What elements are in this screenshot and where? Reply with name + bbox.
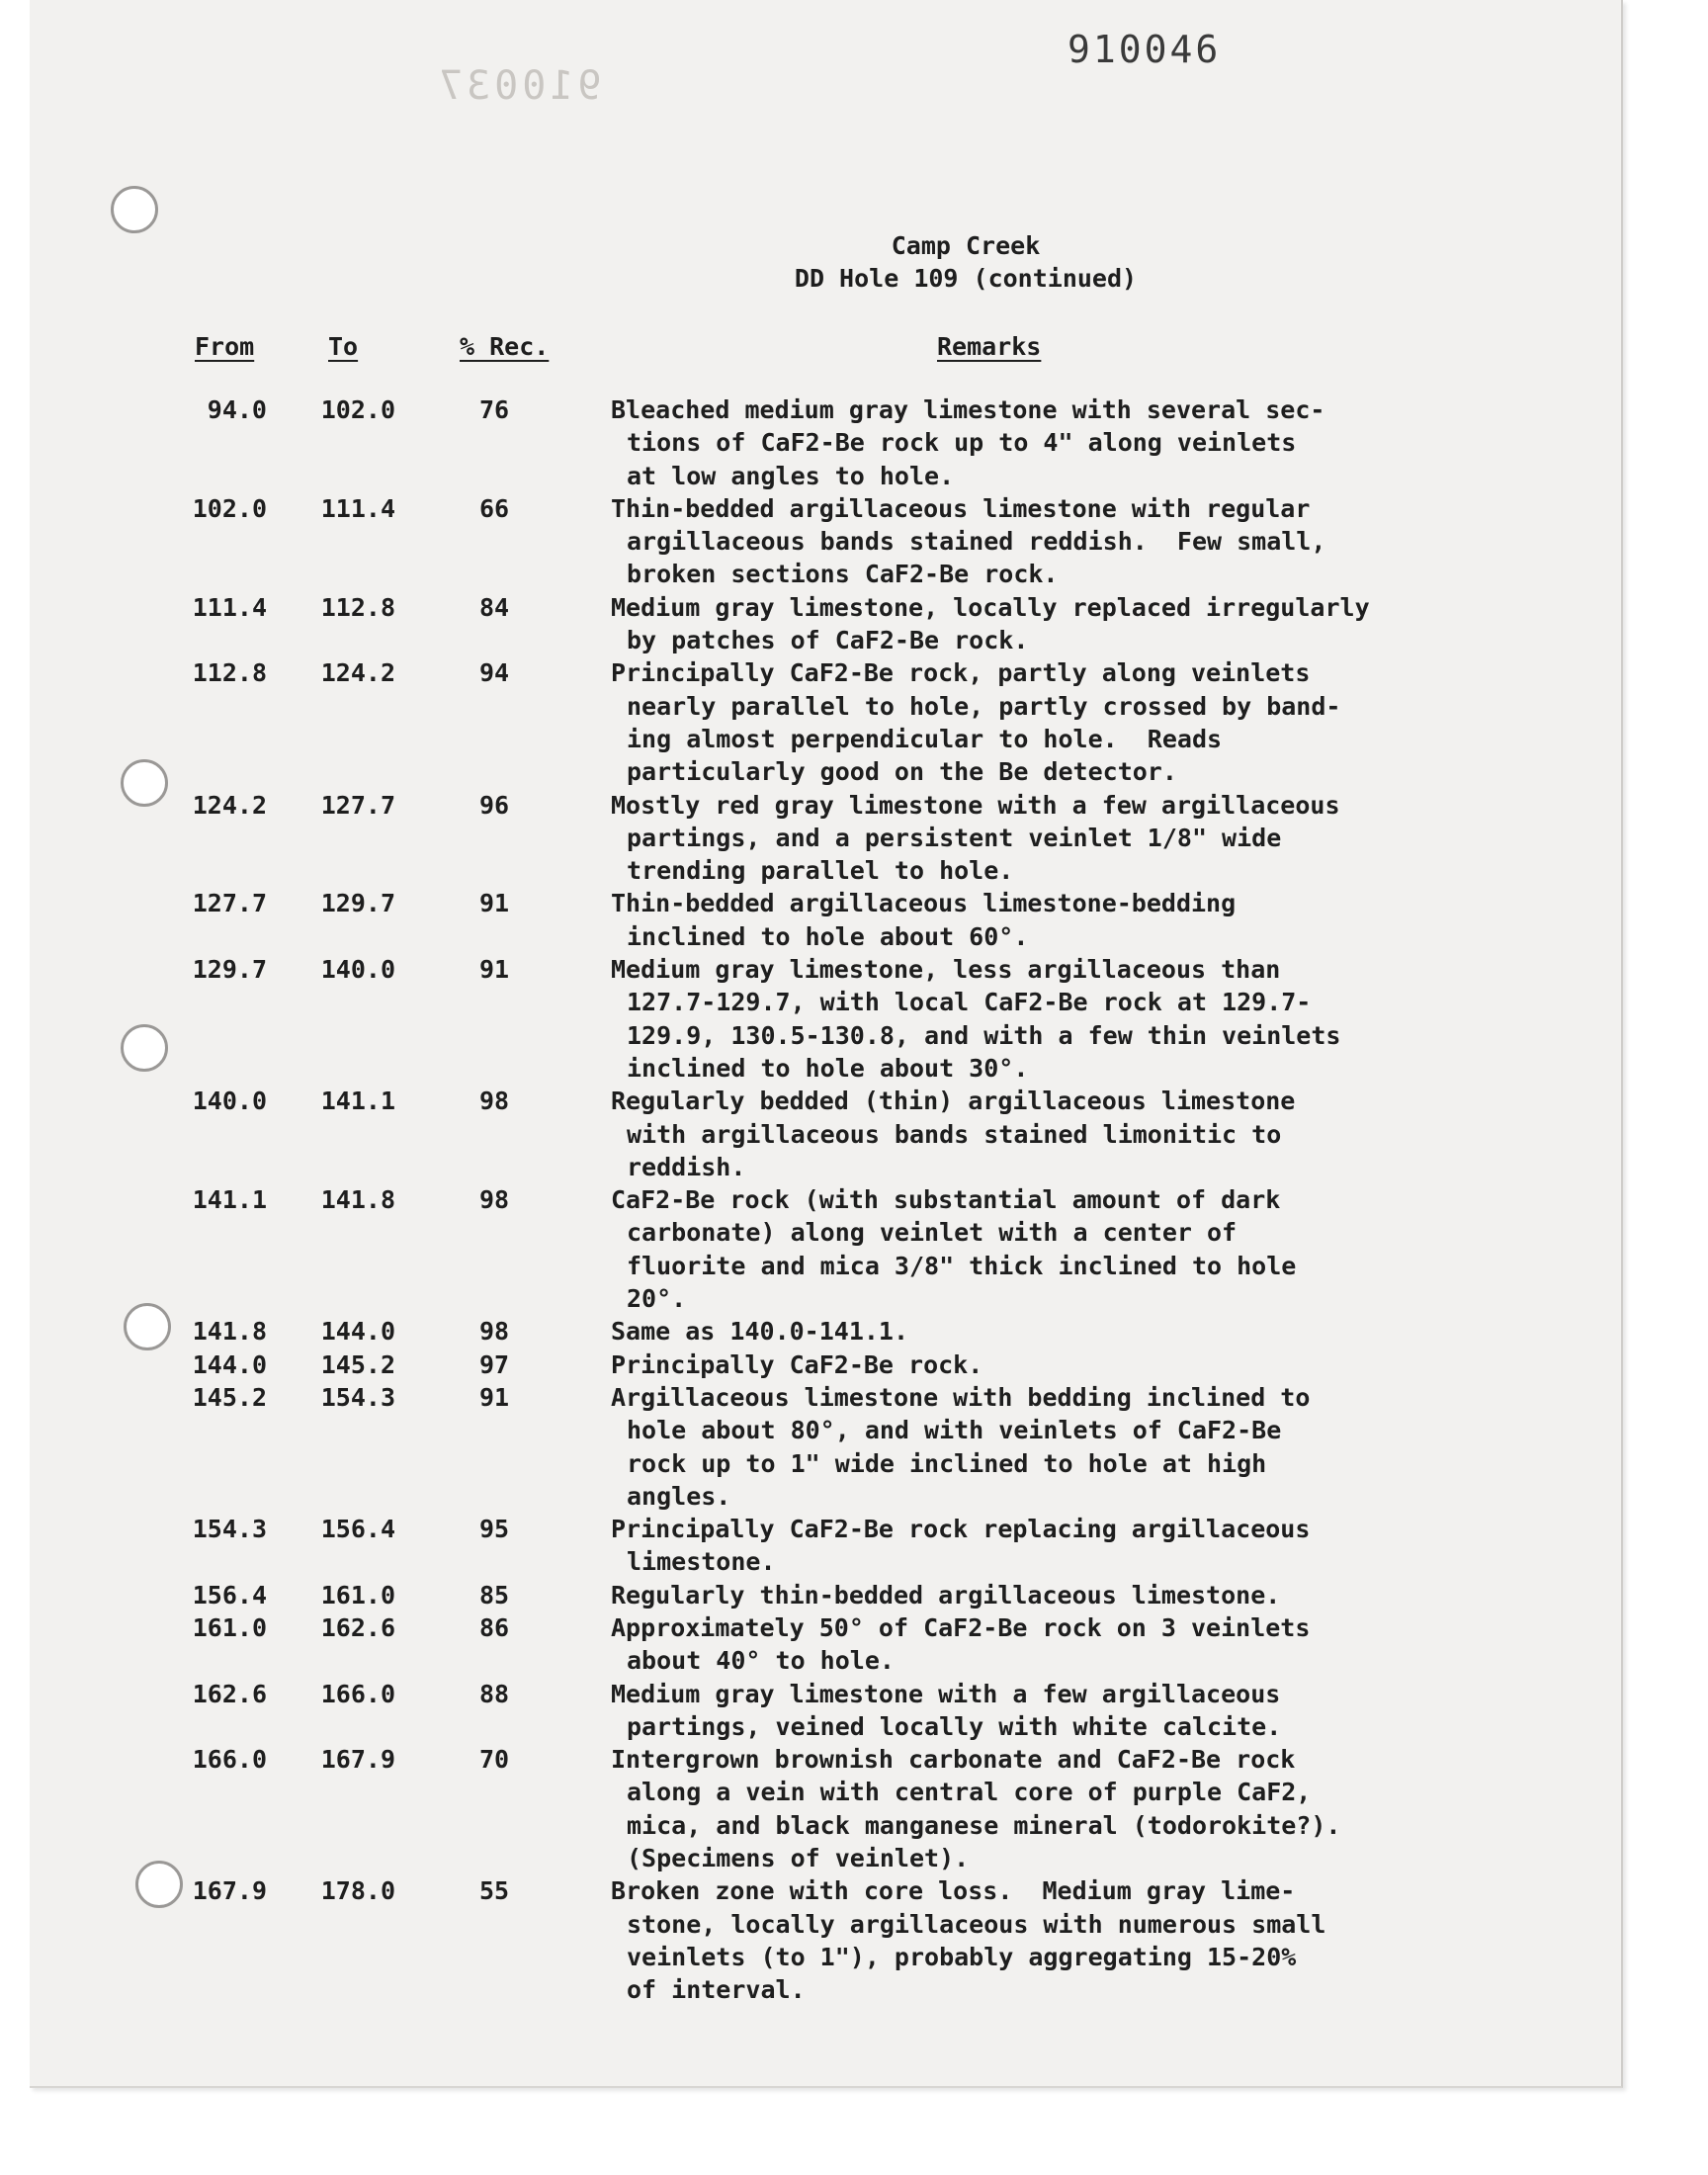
percent-recovery: 94 bbox=[478, 658, 510, 688]
to-depth: 141.8 bbox=[320, 1185, 395, 1215]
remarks-line: Thin-bedded argillaceous limestone with regular bbox=[611, 493, 1311, 523]
remarks-line: reddish. bbox=[627, 1152, 746, 1181]
percent-recovery: 91 bbox=[478, 889, 510, 918]
to-depth: 166.0 bbox=[320, 1679, 395, 1708]
remarks-line: veinlets (to 1"), probably aggregating 15-20% bbox=[627, 1942, 1297, 1971]
to-depth: 127.7 bbox=[320, 790, 395, 820]
from-depth: 94.0 bbox=[207, 395, 267, 424]
remarks-line: Principally CaF2-Be rock replacing argillaceous bbox=[611, 1515, 1311, 1544]
table-row bbox=[30, 1381, 1621, 1513]
remarks-cell bbox=[611, 1381, 1500, 1513]
remarks-cell bbox=[611, 1513, 1500, 1579]
from-depth: 145.2 bbox=[192, 1382, 267, 1412]
remarks-line: 127.7-129.7, with local CaF2-Be rock at 129.7- bbox=[627, 988, 1312, 1017]
remarks-line: argillaceous bands stained reddish. Few small, bbox=[627, 527, 1326, 557]
percent-recovery: 88 bbox=[478, 1679, 510, 1708]
remarks-line: partings, veined locally with white calcite. bbox=[627, 1711, 1282, 1741]
table-row bbox=[30, 1513, 1621, 1579]
remarks-line: Bleached medium gray limestone with several sec- bbox=[611, 395, 1325, 424]
to-depth: 156.4 bbox=[320, 1515, 395, 1544]
remarks-line: Same as 140.0-141.1. bbox=[611, 1317, 909, 1347]
remarks-line: Mostly red gray limestone with a few argillaceous bbox=[611, 790, 1340, 820]
remarks-line: Principally CaF2-Be rock, partly along veinlets bbox=[611, 658, 1311, 688]
remarks-line: particularly good on the Be detector. bbox=[627, 757, 1177, 787]
table-row bbox=[30, 1874, 1621, 2006]
remarks-cell bbox=[611, 1348, 1500, 1381]
bleed-through-number: 910037 bbox=[435, 63, 602, 109]
remarks-cell bbox=[611, 1678, 1500, 1744]
remarks-line: carbonate) along veinlet with a center of bbox=[627, 1218, 1238, 1248]
column-header-remarks: Remarks bbox=[937, 332, 1042, 361]
to-depth: 140.0 bbox=[320, 955, 395, 985]
remarks-line: Argillaceous limestone with bedding inclined to bbox=[611, 1382, 1311, 1412]
from-depth: 162.6 bbox=[192, 1679, 267, 1708]
remarks-cell bbox=[611, 1579, 1500, 1611]
remarks-line: inclined to hole about 30°. bbox=[627, 1053, 1029, 1083]
to-depth: 129.7 bbox=[320, 889, 395, 918]
remarks-line: broken sections CaF2-Be rock. bbox=[627, 560, 1059, 589]
remarks-line: rock up to 1" wide inclined to hole at high bbox=[627, 1448, 1267, 1478]
remarks-line: Thin-bedded argillaceous limestone-bedding bbox=[611, 889, 1237, 918]
remarks-line: Medium gray limestone with a few argillaceous bbox=[611, 1679, 1281, 1708]
percent-recovery: 98 bbox=[478, 1185, 510, 1215]
remarks-cell bbox=[611, 1874, 1500, 2006]
table-row bbox=[30, 1085, 1621, 1183]
remarks-line: trending parallel to hole. bbox=[627, 856, 1014, 886]
percent-recovery: 98 bbox=[478, 1317, 510, 1347]
to-depth: 145.2 bbox=[320, 1349, 395, 1379]
to-depth: 154.3 bbox=[320, 1382, 395, 1412]
remarks-cell bbox=[611, 887, 1500, 953]
remarks-line: nearly parallel to hole, partly crossed by band- bbox=[627, 691, 1341, 721]
remarks-line: (Specimens of veinlet). bbox=[627, 1844, 970, 1873]
remarks-cell bbox=[611, 656, 1500, 788]
percent-recovery: 76 bbox=[478, 395, 510, 424]
remarks-line: limestone. bbox=[627, 1547, 776, 1577]
document-page bbox=[30, 0, 1623, 2088]
remarks-line: of interval. bbox=[627, 1975, 806, 2005]
from-depth: 129.7 bbox=[192, 955, 267, 985]
table-row bbox=[30, 656, 1621, 788]
document-title: Camp Creek bbox=[891, 231, 1041, 260]
document-number: 910046 bbox=[1068, 28, 1222, 71]
remarks-line: along a vein with central core of purple CaF2, bbox=[627, 1778, 1312, 1807]
percent-recovery: 70 bbox=[478, 1745, 510, 1775]
column-header-to: To bbox=[328, 332, 359, 361]
remarks-line: fluorite and mica 3/8" thick inclined to hole bbox=[627, 1251, 1297, 1280]
remarks-line: Approximately 50° of CaF2-Be rock on 3 veinlets bbox=[611, 1612, 1311, 1642]
remarks-line: angles. bbox=[627, 1481, 731, 1511]
remarks-cell bbox=[611, 953, 1500, 1085]
percent-recovery: 84 bbox=[478, 592, 510, 622]
to-depth: 124.2 bbox=[320, 658, 395, 688]
remarks-line: Medium gray limestone, locally replaced irregularly bbox=[611, 592, 1370, 622]
remarks-cell bbox=[611, 393, 1500, 492]
remarks-cell bbox=[611, 1085, 1500, 1183]
table-row bbox=[30, 1678, 1621, 1744]
remarks-line: Intergrown brownish carbonate and CaF2-Be rock bbox=[611, 1745, 1296, 1775]
to-depth: 162.6 bbox=[320, 1612, 395, 1642]
from-depth: 124.2 bbox=[192, 790, 267, 820]
from-depth: 156.4 bbox=[192, 1580, 267, 1610]
remarks-line: ing almost perpendicular to hole. Reads bbox=[627, 724, 1223, 753]
remarks-line: by patches of CaF2-Be rock. bbox=[627, 626, 1029, 655]
remarks-cell bbox=[611, 591, 1500, 657]
to-depth: 141.1 bbox=[320, 1087, 395, 1116]
remarks-line: at low angles to hole. bbox=[627, 461, 955, 490]
table-row bbox=[30, 591, 1621, 657]
from-depth: 166.0 bbox=[192, 1745, 267, 1775]
percent-recovery: 95 bbox=[478, 1515, 510, 1544]
to-depth: 111.4 bbox=[320, 493, 395, 523]
percent-recovery: 66 bbox=[478, 493, 510, 523]
percent-recovery: 85 bbox=[478, 1580, 510, 1610]
remarks-line: inclined to hole about 60°. bbox=[627, 921, 1029, 951]
from-depth: 161.0 bbox=[192, 1612, 267, 1642]
remarks-line: with argillaceous bands stained limonitic to bbox=[627, 1119, 1282, 1149]
from-depth: 112.8 bbox=[192, 658, 267, 688]
remarks-line: hole about 80°, and with veinlets of CaF2-Be bbox=[627, 1416, 1282, 1445]
remarks-line: mica, and black manganese mineral (todorokite?). bbox=[627, 1810, 1341, 1840]
table-row bbox=[30, 492, 1621, 591]
to-depth: 112.8 bbox=[320, 592, 395, 622]
from-depth: 111.4 bbox=[192, 592, 267, 622]
table-row bbox=[30, 1611, 1621, 1678]
remarks-line: Regularly bedded (thin) argillaceous limestone bbox=[611, 1087, 1296, 1116]
drill-log-table bbox=[30, 393, 1621, 2007]
remarks-line: stone, locally argillaceous with numerous small bbox=[627, 1909, 1326, 1939]
table-row bbox=[30, 1315, 1621, 1348]
from-depth: 140.0 bbox=[192, 1087, 267, 1116]
from-depth: 167.9 bbox=[192, 1876, 267, 1906]
remarks-line: CaF2-Be rock (with substantial amount of dark bbox=[611, 1185, 1281, 1215]
remarks-line: Broken zone with core loss. Medium gray lime- bbox=[611, 1876, 1296, 1906]
remarks-line: 20°. bbox=[627, 1284, 687, 1314]
to-depth: 167.9 bbox=[320, 1745, 395, 1775]
remarks-line: Medium gray limestone, less argillaceous than bbox=[611, 955, 1281, 985]
from-depth: 154.3 bbox=[192, 1515, 267, 1544]
to-depth: 102.0 bbox=[320, 395, 395, 424]
remarks-cell bbox=[611, 1315, 1500, 1348]
to-depth: 144.0 bbox=[320, 1317, 395, 1347]
column-header-rec: % Rec. bbox=[460, 332, 550, 361]
table-row bbox=[30, 789, 1621, 888]
table-row bbox=[30, 1348, 1621, 1381]
remarks-line: Principally CaF2-Be rock. bbox=[611, 1349, 983, 1379]
table-row bbox=[30, 887, 1621, 953]
remarks-cell bbox=[611, 1611, 1500, 1678]
percent-recovery: 97 bbox=[478, 1349, 510, 1379]
remarks-line: Regularly thin-bedded argillaceous limestone. bbox=[611, 1580, 1281, 1610]
from-depth: 127.7 bbox=[192, 889, 267, 918]
table-row bbox=[30, 953, 1621, 1085]
percent-recovery: 98 bbox=[478, 1087, 510, 1116]
table-row bbox=[30, 1183, 1621, 1315]
percent-recovery: 91 bbox=[478, 1382, 510, 1412]
percent-recovery: 55 bbox=[478, 1876, 510, 1906]
remarks-cell bbox=[611, 789, 1500, 888]
from-depth: 141.8 bbox=[192, 1317, 267, 1347]
remarks-cell bbox=[611, 492, 1500, 591]
table-row bbox=[30, 1743, 1621, 1874]
to-depth: 178.0 bbox=[320, 1876, 395, 1906]
remarks-cell bbox=[611, 1743, 1500, 1874]
remarks-line: about 40° to hole. bbox=[627, 1646, 895, 1676]
column-header-from: From bbox=[195, 332, 255, 361]
table-row bbox=[30, 1579, 1621, 1611]
remarks-line: tions of CaF2-Be rock up to 4" along veinlets bbox=[627, 428, 1297, 458]
percent-recovery: 86 bbox=[478, 1612, 510, 1642]
document-subtitle: DD Hole 109 (continued) bbox=[794, 264, 1138, 293]
from-depth: 144.0 bbox=[192, 1349, 267, 1379]
table-row bbox=[30, 393, 1621, 492]
to-depth: 161.0 bbox=[320, 1580, 395, 1610]
remarks-line: 129.9, 130.5-130.8, and with a few thin veinlets bbox=[627, 1020, 1341, 1050]
remarks-cell bbox=[611, 1183, 1500, 1315]
percent-recovery: 96 bbox=[478, 790, 510, 820]
punch-hole-icon bbox=[111, 186, 158, 233]
percent-recovery: 91 bbox=[478, 955, 510, 985]
from-depth: 102.0 bbox=[192, 493, 267, 523]
document-header bbox=[30, 229, 1621, 295]
remarks-line: partings, and a persistent veinlet 1/8" wide bbox=[627, 823, 1282, 852]
from-depth: 141.1 bbox=[192, 1185, 267, 1215]
